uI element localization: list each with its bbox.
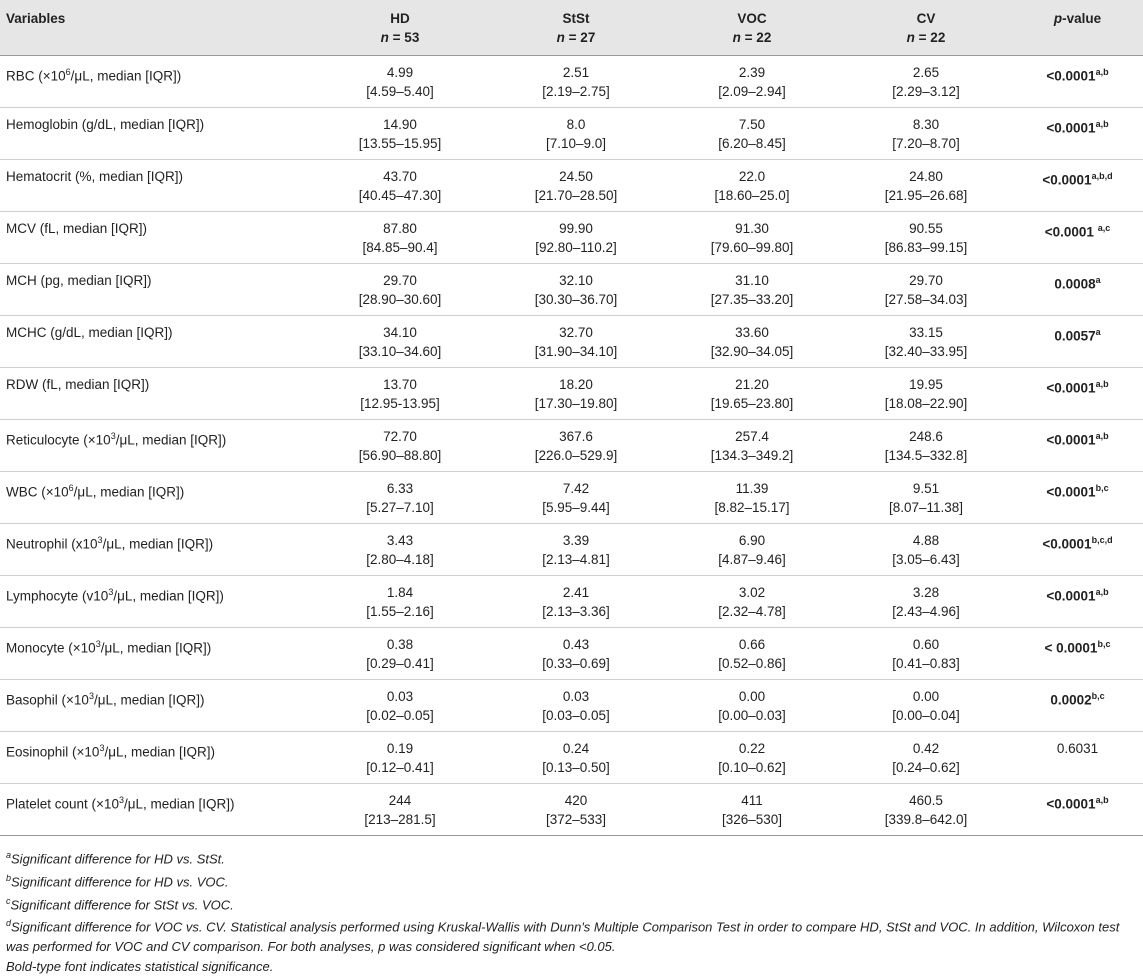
value-cell-st: 99.90 [92.80–110.2] (488, 212, 664, 264)
variable-cell: MCHC (g/dL, median [IQR]) (0, 316, 312, 368)
value-cell-cv: 0.60 [0.41–0.83] (840, 628, 1012, 680)
table-row (0, 420, 1143, 472)
value-cell-st: 0.03 [0.03–0.05] (488, 680, 664, 732)
p-value-cell: $<0.0001^{a,b}$ (1012, 368, 1143, 420)
value-cell-voc: 0.00 [0.00–0.03] (664, 680, 840, 732)
value-cell-st: 3.39 [2.13–4.81] (488, 524, 664, 576)
value-cell-st: 8.0 [7.10–9.0] (488, 108, 664, 160)
variable-cell: MCH (pg, median [IQR]) (0, 264, 312, 316)
header-cv-n: n = 22 (906, 30, 946, 45)
table-row (0, 56, 1143, 108)
value-cell-st: 2.41 [2.13–3.36] (488, 576, 664, 628)
header-variables: Variables (0, 0, 312, 56)
value-cell-hd: 87.80 [84.85–90.4] (312, 212, 488, 264)
p-value-cell: 0.0057$^a$ (1012, 316, 1143, 368)
table-row (0, 472, 1143, 524)
value-cell-cv: 2.65 [2.29–3.12] (840, 56, 1012, 108)
footnote: $^b$Significant difference for HD vs. VOC. (6, 872, 229, 890)
value-cell-st: 24.50 [21.70–28.50] (488, 160, 664, 212)
value-cell-st: 32.70 [31.90–34.10] (488, 316, 664, 368)
value-cell-hd: 43.70 [40.45–47.30] (312, 160, 488, 212)
value-cell-cv: 4.88 [3.05–6.43] (840, 524, 1012, 576)
value-cell-voc: 91.30 [79.60–99.80] (664, 212, 840, 264)
variable-cell: Lymphocyte ($v10^3/\mu L$, median [IQR]) (0, 576, 312, 628)
p-value-cell: $<0.0001^{a,b}$ (1012, 784, 1143, 836)
footnote: $^d$Significant difference for VOC vs. CV. Statistical analysis performed using Kruskal-Wallis with Dunn's Multiple Comparison Test in order to compare HD, StSt and VOC. In addition, Wilcoxon test was performed for VOC and CV comparison. For both analyses, p was considered significant when <0.05. (6, 918, 1120, 955)
footnote: $^c$Significant difference for StSt vs. VOC. (6, 895, 234, 912)
value-cell-cv: 0.00 [0.00–0.04] (840, 680, 1012, 732)
variable-cell: Platelet count ($\times 10^3/\mu L$, median [IQR]) (0, 784, 312, 836)
value-cell-cv: 29.70 [27.58–34.03] (840, 264, 1012, 316)
header-voc-n: n = 22 (732, 30, 772, 45)
value-cell-hd: 72.70 [56.90–88.80] (312, 420, 488, 472)
value-cell-voc: 21.20 [19.65–23.80] (664, 368, 840, 420)
value-cell-hd: 0.38 [0.29–0.41] (312, 628, 488, 680)
table-body (0, 56, 1143, 836)
variable-cell: Basophil ($\times 10^3/\mu L$, median [IQR]) (0, 680, 312, 732)
p-value-cell: $<0.0001^{b,c}$ (1012, 472, 1143, 524)
value-cell-st: 420 [372–533] (488, 784, 664, 836)
table-row (0, 160, 1143, 212)
header-hd-name: HD (390, 11, 410, 26)
value-cell-cv: 24.80 [21.95–26.68] (840, 160, 1012, 212)
variable-cell: Reticulocyte ($\times 10^3/\mu L$, median [IQR]) (0, 420, 312, 472)
value-cell-hd: 3.43 [2.80–4.18] (312, 524, 488, 576)
value-cell-cv: 9.51 [8.07–11.38] (840, 472, 1012, 524)
table-row (0, 576, 1143, 628)
value-cell-cv: 3.28 [2.43–4.96] (840, 576, 1012, 628)
table-row (0, 264, 1143, 316)
header-stst-n: n = 27 (556, 30, 596, 45)
value-cell-voc: 0.22 [0.10–0.62] (664, 732, 840, 784)
footnote: $^a$Significant difference for HD vs. StSt. (6, 850, 225, 867)
value-cell-voc: 7.50 [6.20–8.45] (664, 108, 840, 160)
value-cell-cv: 0.42 [0.24–0.62] (840, 732, 1012, 784)
header-cv (840, 0, 1012, 56)
table-row (0, 784, 1143, 836)
table-row (0, 628, 1143, 680)
table-row (0, 108, 1143, 160)
header-p-value: p-value (1012, 0, 1143, 56)
variable-cell: Eosinophil ($\times 10^3/\mu L$, median [IQR]) (0, 732, 312, 784)
header-voc-name: VOC (737, 11, 767, 26)
value-cell-hd: 4.99 [4.59–5.40] (312, 56, 488, 108)
variable-cell: Hematocrit (%, median [IQR]) (0, 160, 312, 212)
table-header (0, 0, 1143, 56)
table-footnotes (0, 836, 1143, 976)
header-voc (664, 0, 840, 56)
value-cell-st: 367.6 [226.0–529.9] (488, 420, 664, 472)
value-cell-voc: 6.90 [4.87–9.46] (664, 524, 840, 576)
value-cell-hd: 13.70 [12.95-13.95] (312, 368, 488, 420)
variable-cell: RDW (fL, median [IQR]) (0, 368, 312, 420)
value-cell-voc: 411 [326–530] (664, 784, 840, 836)
p-value-cell: 0.0002$^{b,c}$ (1012, 680, 1143, 732)
p-value-cell: $<0.0001^{a,b}$ (1012, 56, 1143, 108)
variable-cell: RBC ($\times 10^6/\mu L$, median [IQR]) (0, 56, 312, 108)
p-value-cell: $<0.0001^{a,b}$ (1012, 420, 1143, 472)
value-cell-cv: 248.6 [134.5–332.8] (840, 420, 1012, 472)
header-cv-name: CV (916, 11, 936, 26)
value-cell-cv: 90.55 [86.83–99.15] (840, 212, 1012, 264)
table-row (0, 316, 1143, 368)
p-value-cell: $<0.0001^{a,b}$ (1012, 108, 1143, 160)
p-value-cell: $<0.0001^{a,b}$ (1012, 576, 1143, 628)
table-row (0, 732, 1143, 784)
value-cell-hd: 0.03 [0.02–0.05] (312, 680, 488, 732)
value-cell-cv: 33.15 [32.40–33.95] (840, 316, 1012, 368)
value-cell-voc: 31.10 [27.35–33.20] (664, 264, 840, 316)
value-cell-hd: 34.10 [33.10–34.60] (312, 316, 488, 368)
value-cell-voc: 3.02 [2.32–4.78] (664, 576, 840, 628)
p-value-cell: <0.0001 $^{a,c}$ (1012, 212, 1143, 264)
variable-cell: Monocyte ($\times 10^3/\mu L$, median [IQR]) (0, 628, 312, 680)
table-row (0, 368, 1143, 420)
value-cell-hd: 0.19 [0.12–0.41] (312, 732, 488, 784)
value-cell-hd: 244 [213–281.5] (312, 784, 488, 836)
value-cell-st: 0.43 [0.33–0.69] (488, 628, 664, 680)
value-cell-voc: 257.4 [134.3–349.2] (664, 420, 840, 472)
header-row (0, 0, 1143, 56)
value-cell-st: 0.24 [0.13–0.50] (488, 732, 664, 784)
value-cell-cv: 460.5 [339.8–642.0] (840, 784, 1012, 836)
p-value-cell: $<0.0001^{a,b,d}$ (1012, 160, 1143, 212)
p-value-cell: < $0.0001^{b,c}$ (1012, 628, 1143, 680)
p-value-cell: 0.0008$^a$ (1012, 264, 1143, 316)
value-cell-hd: 1.84 [1.55–2.16] (312, 576, 488, 628)
value-cell-voc: 22.0 [18.60–25.0] (664, 160, 840, 212)
value-cell-hd: 6.33 [5.27–7.10] (312, 472, 488, 524)
table-row (0, 212, 1143, 264)
header-hd-n: n = 53 (380, 30, 420, 45)
value-cell-hd: 14.90 [13.55–15.95] (312, 108, 488, 160)
value-cell-st: 18.20 [17.30–19.80] (488, 368, 664, 420)
header-stst (488, 0, 664, 56)
value-cell-hd: 29.70 [28.90–30.60] (312, 264, 488, 316)
value-cell-voc: 0.66 [0.52–0.86] (664, 628, 840, 680)
bold-type-note: Bold-type font indicates statistical significance. (6, 958, 274, 974)
table-row (0, 680, 1143, 732)
header-hd (312, 0, 488, 56)
value-cell-st: 2.51 [2.19–2.75] (488, 56, 664, 108)
variable-cell: Hemoglobin (g/dL, median [IQR]) (0, 108, 312, 160)
value-cell-voc: 2.39 [2.09–2.94] (664, 56, 840, 108)
variable-cell: Neutrophil ($x10^3/\mu L$, median [IQR]) (0, 524, 312, 576)
p-value-cell: $<0.0001^{b,c,d}$ (1012, 524, 1143, 576)
value-cell-cv: 19.95 [18.08–22.90] (840, 368, 1012, 420)
variable-cell: WBC ($\times 10^6/\mu L$, median [IQR]) (0, 472, 312, 524)
value-cell-voc: 11.39 [8.82–15.17] (664, 472, 840, 524)
table-row (0, 524, 1143, 576)
value-cell-st: 7.42 [5.95–9.44] (488, 472, 664, 524)
variable-cell: MCV (fL, median [IQR]) (0, 212, 312, 264)
value-cell-cv: 8.30 [7.20–8.70] (840, 108, 1012, 160)
value-cell-voc: 33.60 [32.90–34.05] (664, 316, 840, 368)
value-cell-st: 32.10 [30.30–36.70] (488, 264, 664, 316)
p-value-cell: 0.6031 (1012, 732, 1143, 784)
header-stst-name: StSt (562, 11, 590, 26)
